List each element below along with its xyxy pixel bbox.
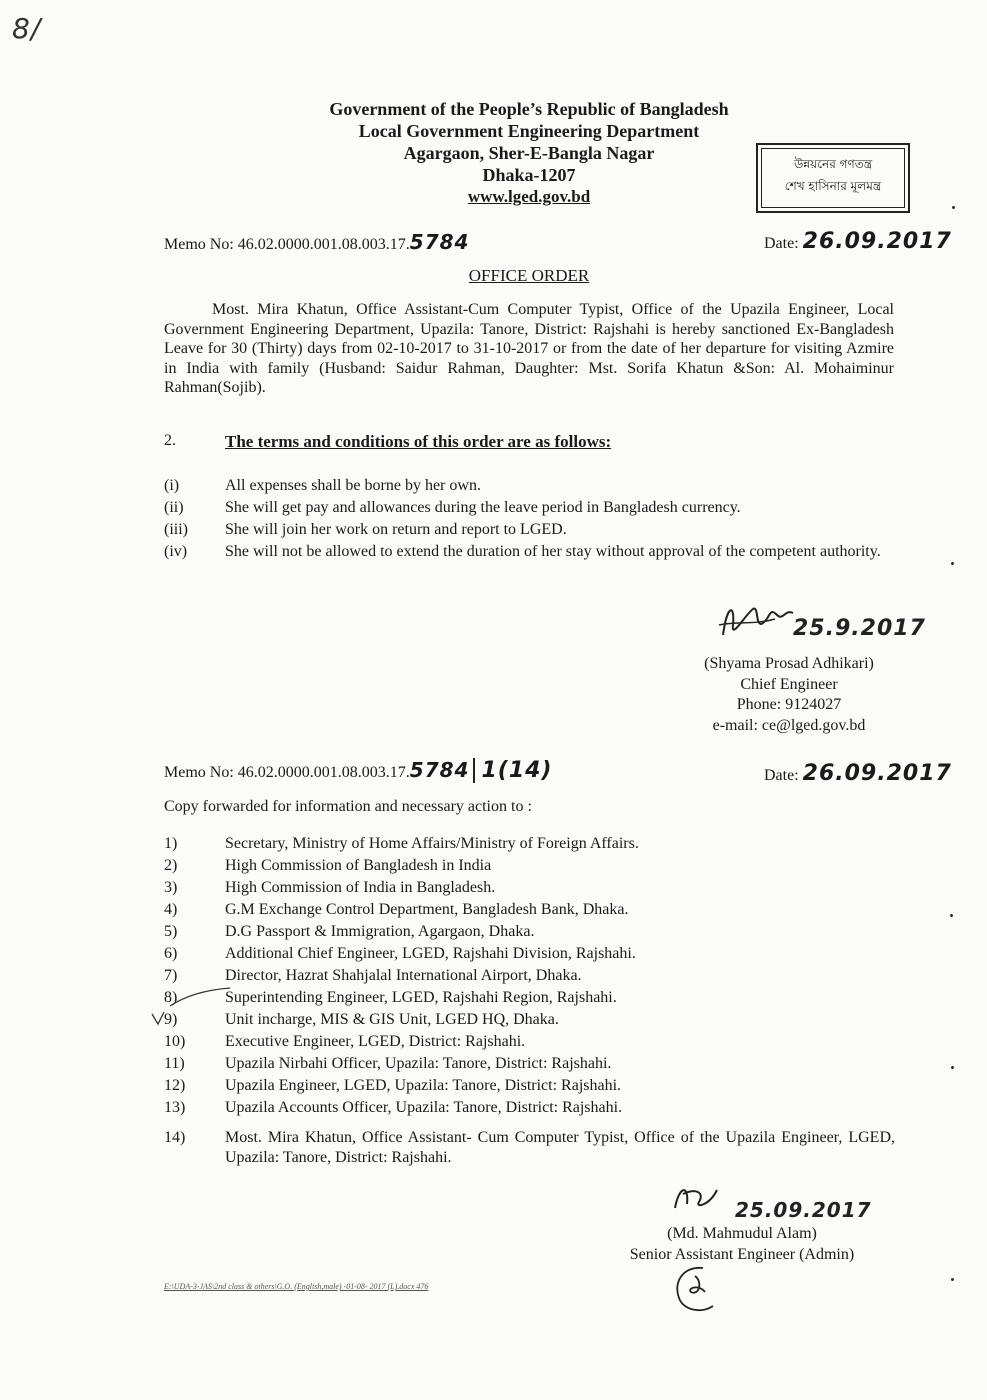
recipient-text: Upazila Accounts Officer, Upazila: Tanore, District: Rajshahi. bbox=[225, 1099, 623, 1116]
memo2-handwritten-suffix: 1(14) bbox=[473, 758, 552, 783]
list-item bbox=[0, 1032, 987, 1052]
list-item bbox=[0, 498, 987, 518]
recipient-number: 1) bbox=[164, 835, 178, 852]
slogan-inner bbox=[761, 148, 905, 208]
recipient-number: 13) bbox=[164, 1099, 186, 1116]
term-text: She will get pay and allowances during the leave period in Bangladesh currency. bbox=[225, 499, 741, 516]
terms-list bbox=[0, 476, 987, 596]
list-item bbox=[0, 1076, 987, 1096]
recipient-number: 14) bbox=[164, 1129, 186, 1146]
memo2-date bbox=[764, 761, 952, 786]
corner-handwritten-mark: 8/ bbox=[12, 12, 42, 45]
speck-mark bbox=[952, 206, 955, 209]
memo2-number-label: Memo No: 46.02.0000.001.08.003.17. bbox=[164, 764, 410, 781]
recipient-text: High Commission of India in Bangladesh. bbox=[225, 879, 496, 896]
recipient-text: Unit incharge, MIS & GIS Unit, LGED HQ, Dhaka. bbox=[225, 1011, 559, 1028]
term-number: (ii) bbox=[164, 499, 184, 516]
list-item bbox=[0, 520, 987, 540]
slogan-line-2: শেখ হাসিনার মূলমন্ত্র bbox=[784, 179, 882, 193]
office-order-title: OFFICE ORDER bbox=[468, 266, 590, 285]
list-item bbox=[0, 988, 987, 1008]
pen-tick-marks bbox=[150, 984, 240, 1028]
term-text: She will join her work on return and report to LGED. bbox=[225, 521, 567, 538]
speck-mark bbox=[950, 914, 953, 917]
recipient-number: 6) bbox=[164, 945, 178, 962]
header-government: Government of the People’s Republic of Bangladesh bbox=[329, 99, 729, 119]
term-number: (i) bbox=[164, 477, 180, 494]
speck-mark bbox=[951, 1066, 954, 1069]
signatory-block-2 bbox=[572, 1224, 912, 1265]
list-item bbox=[0, 1128, 987, 1168]
signatory-phone: Phone: 9124027 bbox=[736, 696, 842, 713]
terms-number: 2. bbox=[164, 432, 176, 449]
document-file-path: E:\UDA-3-JAS\2nd class & others\G.O. (English,male) -01-08- 2017 (L).docx 476 bbox=[164, 1282, 429, 1291]
recipient-text: Director, Hazrat Shahjalal International Airport, Dhaka. bbox=[225, 967, 582, 984]
header-city: Dhaka-1207 bbox=[482, 165, 576, 185]
initials-scribble bbox=[665, 1262, 725, 1318]
list-item bbox=[0, 476, 987, 496]
term-number: (iii) bbox=[164, 521, 188, 538]
header-website-link[interactable]: www.lged.gov.bd bbox=[467, 187, 591, 206]
list-item bbox=[0, 856, 987, 876]
signature-date-2: 25.09.2017 bbox=[735, 1198, 872, 1222]
list-item bbox=[0, 1098, 987, 1118]
speck-mark bbox=[951, 1278, 954, 1281]
recipient-number: 3) bbox=[164, 879, 178, 896]
header-address: Agargaon, Sher-E-Bangla Nagar bbox=[403, 143, 655, 163]
distribution-list bbox=[0, 834, 987, 1174]
list-item bbox=[0, 1054, 987, 1074]
recipient-number: 8) bbox=[164, 989, 178, 1006]
signature-senior-assistant-engineer bbox=[665, 1178, 745, 1218]
recipient-text: Additional Chief Engineer, LGED, Rajshahi Division, Rajshahi. bbox=[225, 945, 636, 962]
memo-line-1 bbox=[164, 232, 469, 255]
header-department: Local Government Engineering Department bbox=[358, 121, 700, 141]
list-item bbox=[0, 922, 987, 942]
recipient-text: Superintending Engineer, LGED, Rajshahi Region, Rajshahi. bbox=[225, 989, 617, 1006]
signature-date-1: 25.9.2017 bbox=[793, 616, 926, 641]
recipient-number: 9) bbox=[164, 1011, 178, 1028]
list-item bbox=[0, 834, 987, 854]
signatory-name-1: (Shyama Prosad Adhikari) bbox=[704, 655, 874, 672]
recipient-number: 11) bbox=[164, 1055, 185, 1072]
order-body-paragraph: Most. Mira Khatun, Office Assistant-Cum Computer Typist, Office of the Upazila Engineer, Local Government Engineering Department, Upazila: Tanore, District: Rajshahi is hereby sanctioned Ex-Bangladesh Leave for 30 (Thirty) days from 02-10-2017 to 31-10-2017 or from the date of her departure for visiting Azmire in India with family (Husband: Saidur Rahman, Daughter: Mst. Sorifa Khatun &Son: Al. Mohaiminur Rahman(Sojib). bbox=[164, 301, 894, 396]
memo-number-label: Memo No: 46.02.0000.001.08.003.17. bbox=[164, 236, 410, 253]
recipient-text: High Commission of Bangladesh in India bbox=[225, 857, 492, 874]
copy-forwarded-line: Copy forwarded for information and necessary action to : bbox=[164, 798, 532, 815]
recipient-text: Upazila Nirbahi Officer, Upazila: Tanore, District: Rajshahi. bbox=[225, 1055, 612, 1072]
recipient-text: D.G Passport & Immigration, Agargaon, Dhaka. bbox=[225, 923, 535, 940]
slogan-line-1: উন্নয়নের গণতন্ত্র bbox=[793, 157, 873, 171]
list-item bbox=[0, 966, 987, 986]
recipient-number: 5) bbox=[164, 923, 178, 940]
signatory-block-1 bbox=[614, 654, 964, 736]
memo2-date-label: Date: bbox=[764, 767, 799, 784]
list-item bbox=[0, 878, 987, 898]
memo-date-label: Date: bbox=[764, 235, 799, 252]
recipient-text: Executive Engineer, LGED, District: Rajshahi. bbox=[225, 1033, 526, 1050]
term-text: All expenses shall be borne by her own. bbox=[225, 477, 481, 494]
memo-line-2 bbox=[164, 760, 553, 783]
recipient-text: Upazila Engineer, LGED, Upazila: Tanore, District: Rajshahi. bbox=[225, 1077, 622, 1094]
memo-date bbox=[764, 229, 952, 254]
recipient-text: Most. Mira Khatun, Office Assistant- Cum Computer Typist, Office of the Upazila Engineer, LGED, Upazila: Tanore, District: Rajshahi. bbox=[225, 1129, 895, 1166]
memo2-date-handwritten: 26.09.2017 bbox=[802, 761, 952, 786]
memo-date-handwritten: 26.09.2017 bbox=[802, 229, 952, 254]
term-text: She will not be allowed to extend the duration of her stay without approval of the competent authority. bbox=[225, 543, 881, 560]
slogan-box bbox=[756, 143, 910, 213]
list-item bbox=[0, 900, 987, 920]
list-item bbox=[0, 944, 987, 964]
recipient-number: 10) bbox=[164, 1033, 186, 1050]
signatory-title-1: Chief Engineer bbox=[740, 675, 838, 693]
recipient-text: G.M Exchange Control Department, Bangladesh Bank, Dhaka. bbox=[225, 901, 629, 918]
signatory-email: e-mail: ce@lged.gov.bd bbox=[712, 716, 866, 734]
signatory-title-2: Senior Assistant Engineer (Admin) bbox=[629, 1245, 855, 1263]
recipient-number: 2) bbox=[164, 857, 178, 874]
recipient-number: 12) bbox=[164, 1077, 186, 1094]
memo2-handwritten-number: 5784 bbox=[409, 758, 470, 782]
recipient-number: 7) bbox=[164, 967, 178, 984]
list-item bbox=[0, 1010, 987, 1030]
terms-heading: The terms and conditions of this order are as follows: bbox=[225, 432, 612, 451]
list-item bbox=[0, 542, 987, 582]
memo-handwritten-number: 5784 bbox=[409, 230, 470, 254]
signatory-name-2: (Md. Mahmudul Alam) bbox=[667, 1225, 817, 1242]
term-number: (iv) bbox=[164, 543, 188, 560]
recipient-text: Secretary, Ministry of Home Affairs/Ministry of Foreign Affairs. bbox=[225, 835, 639, 852]
recipient-number: 4) bbox=[164, 901, 178, 918]
speck-mark bbox=[951, 562, 954, 565]
